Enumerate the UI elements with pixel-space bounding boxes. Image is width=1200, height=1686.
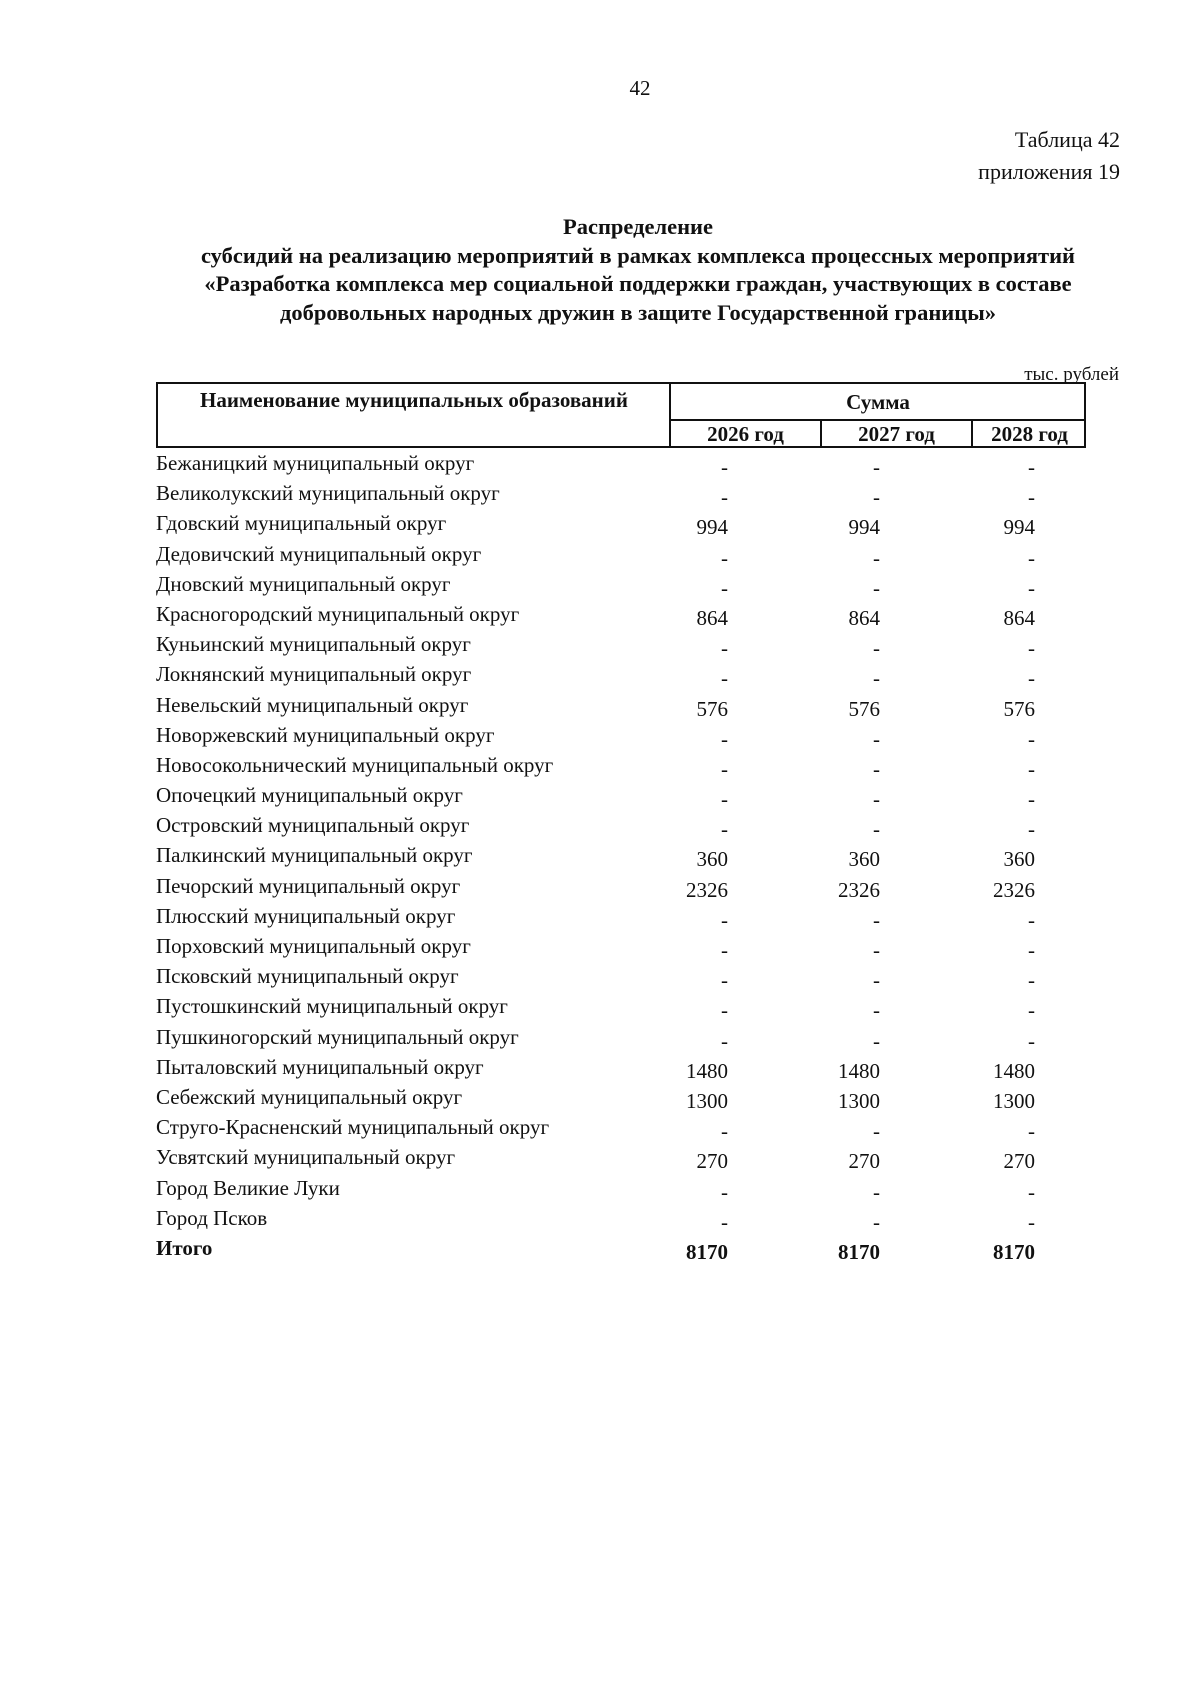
value-2027: - (873, 787, 880, 812)
value-2026: 8170 (686, 1239, 728, 1264)
value-2028: 360 (1003, 847, 1035, 872)
municipality-name: Плюсский муниципальный округ (156, 903, 456, 928)
value-2028: - (1028, 575, 1035, 600)
header-divider (670, 419, 1086, 421)
value-2027: - (873, 1179, 880, 1204)
value-2028: - (1028, 907, 1035, 932)
municipality-name: Новоржевский муниципальный округ (156, 722, 495, 747)
municipality-name: Невельский муниципальный округ (156, 692, 469, 717)
table-row (156, 479, 1116, 509)
table-row (156, 751, 1116, 781)
table-row (156, 600, 1116, 630)
municipality-name: Бежаницкий муниципальный округ (156, 451, 475, 475)
municipality-name: Гдовский муниципальный округ (156, 511, 447, 536)
value-2027: - (873, 575, 880, 600)
value-2027: - (873, 545, 880, 570)
table-row (156, 449, 1116, 479)
value-2028: - (1028, 817, 1035, 842)
value-2026: - (721, 636, 728, 661)
document-title (150, 213, 1126, 327)
value-2028: - (1028, 666, 1035, 691)
total-label: Итого (156, 1235, 213, 1260)
value-2026: 360 (696, 847, 728, 872)
header-year-2028: 2028 год (991, 422, 1068, 446)
municipality-name: Великолукский муниципальный округ (156, 481, 500, 506)
value-2026: - (721, 787, 728, 812)
value-2026: - (721, 938, 728, 962)
table-body (156, 449, 1116, 1264)
value-2027: 864 (848, 605, 880, 630)
table-row (156, 630, 1116, 660)
value-2026: - (721, 817, 728, 842)
value-2026: 576 (696, 696, 728, 721)
value-2026: 2326 (686, 877, 728, 902)
value-2028: 8170 (993, 1239, 1035, 1264)
title-line-2: субсидий на реализацию мероприятий в рамках комплекса процессных мероприятий (200, 242, 1076, 268)
value-2026: - (721, 1119, 728, 1144)
value-2028: - (1028, 938, 1035, 962)
table-row (156, 1204, 1116, 1234)
table-row (156, 872, 1116, 902)
value-2028: - (1028, 1119, 1035, 1144)
municipality-name: Палкинский муниципальный округ (156, 843, 473, 868)
title-line-3: «Разработка комплекса мер социальной поддержки граждан, участвующих в составе (204, 271, 1072, 296)
value-2027: - (873, 907, 880, 932)
table-total-row (156, 1234, 1116, 1264)
value-2027: - (873, 1028, 880, 1053)
table-reference-line-1: Таблица 42 (1014, 127, 1120, 152)
value-2028: - (1028, 636, 1035, 661)
header-name-column: Наименование муниципальных образований (200, 388, 628, 412)
value-2028: 576 (1003, 696, 1035, 721)
value-2028: 1480 (993, 1058, 1035, 1083)
table-row (156, 992, 1116, 1022)
value-2026: - (721, 726, 728, 751)
value-2026: - (721, 1179, 728, 1204)
value-2026: - (721, 575, 728, 600)
municipality-name: Локнянский муниципальный округ (156, 662, 472, 687)
value-2027: - (873, 968, 880, 993)
value-2028: - (1028, 1028, 1035, 1053)
value-2027: - (873, 455, 880, 479)
municipality-name: Дедовичский муниципальный округ (156, 541, 482, 566)
municipality-name: Город Псков (156, 1205, 268, 1230)
municipality-name: Новосокольнический муниципальный округ (156, 752, 554, 777)
municipality-name: Пыталовский муниципальный округ (156, 1054, 484, 1079)
municipality-name: Красногородский муниципальный округ (156, 601, 520, 626)
value-2028: - (1028, 756, 1035, 781)
value-2026: 864 (696, 605, 728, 630)
value-2026: - (721, 756, 728, 781)
table-row (156, 721, 1116, 751)
value-2028: - (1028, 545, 1035, 570)
municipality-name: Дновский муниципальный округ (156, 571, 451, 596)
value-2027: 270 (848, 1149, 880, 1174)
value-2028: - (1028, 455, 1035, 479)
value-2027: 1480 (838, 1058, 880, 1083)
value-2028: - (1028, 726, 1035, 751)
value-2027: - (873, 998, 880, 1023)
value-2028: 994 (1003, 515, 1035, 540)
table-reference (978, 124, 1120, 188)
value-2026: - (721, 485, 728, 510)
table-row (156, 1143, 1116, 1173)
value-2027: 994 (848, 515, 880, 540)
value-2027: 1300 (838, 1088, 880, 1113)
page-number: 42 (629, 76, 651, 100)
value-2026: - (721, 968, 728, 993)
value-2026: 994 (696, 515, 728, 540)
value-2028: - (1028, 485, 1035, 510)
value-2026: 1300 (686, 1088, 728, 1113)
table-row (156, 660, 1116, 690)
value-2028: - (1028, 1179, 1035, 1204)
municipality-name: Город Великие Луки (156, 1175, 340, 1200)
value-2027: - (873, 666, 880, 691)
value-2028: 1300 (993, 1088, 1035, 1113)
value-2027: 576 (848, 696, 880, 721)
table-row (156, 1083, 1116, 1113)
table-header (156, 382, 1086, 448)
value-2027: - (873, 1119, 880, 1144)
table-row (156, 1053, 1116, 1083)
value-2027: - (873, 1209, 880, 1234)
value-2028: 2326 (993, 877, 1035, 902)
value-2027: 8170 (838, 1239, 880, 1264)
table-row (156, 781, 1116, 811)
value-2028: - (1028, 998, 1035, 1023)
value-2026: - (721, 545, 728, 570)
value-2026: 270 (696, 1149, 728, 1174)
table-row (156, 570, 1116, 600)
value-2028: - (1028, 1209, 1035, 1234)
units-label: тыс. рублей (1024, 364, 1119, 385)
table-row (156, 540, 1116, 570)
value-2026: - (721, 1209, 728, 1234)
value-2026: - (721, 998, 728, 1023)
value-2026: - (721, 907, 728, 932)
value-2027: - (873, 817, 880, 842)
header-year-2026: 2026 год (707, 422, 784, 446)
table-row (156, 1023, 1116, 1053)
header-sum: Сумма (846, 390, 910, 414)
municipality-name: Островский муниципальный округ (156, 813, 470, 838)
value-2027: - (873, 726, 880, 751)
table-row (156, 811, 1116, 841)
municipality-name: Печорский муниципальный округ (156, 873, 461, 898)
value-2027: 360 (848, 847, 880, 872)
value-2026: - (721, 666, 728, 691)
title-line-4: добровольных народных дружин в защите Государственной границы» (279, 299, 997, 325)
value-2027: - (873, 756, 880, 781)
table-reference-line-2: приложения 19 (978, 159, 1120, 184)
municipality-name: Куньинский муниципальный округ (156, 632, 471, 657)
value-2027: - (873, 938, 880, 962)
table-row (156, 509, 1116, 539)
value-2028: 864 (1003, 605, 1035, 630)
table-row (156, 691, 1116, 721)
value-2027: 2326 (838, 877, 880, 902)
municipality-name: Усвятский муниципальный округ (156, 1145, 456, 1170)
municipality-name: Себежский муниципальный округ (156, 1084, 463, 1109)
table-row (156, 1174, 1116, 1204)
title-line-1: Распределение (562, 214, 714, 239)
municipality-name: Струго-Красненский муниципальный округ (156, 1115, 550, 1140)
header-year-2027: 2027 год (858, 422, 935, 446)
value-2026: - (721, 455, 728, 479)
table-row (156, 932, 1116, 962)
table-row (156, 902, 1116, 932)
municipality-name: Порховский муниципальный округ (156, 934, 471, 958)
municipality-name: Пустошкинский муниципальный округ (156, 994, 508, 1019)
value-2028: - (1028, 787, 1035, 812)
value-2027: - (873, 485, 880, 510)
municipality-name: Псковский муниципальный округ (156, 964, 459, 989)
value-2027: - (873, 636, 880, 661)
table-row (156, 1113, 1116, 1143)
value-2028: 270 (1003, 1149, 1035, 1174)
municipality-name: Опочецкий муниципальный округ (156, 783, 463, 808)
municipality-name: Пушкиногорский муниципальный округ (156, 1024, 519, 1049)
table-row (156, 962, 1116, 992)
value-2028: - (1028, 968, 1035, 993)
value-2026: - (721, 1028, 728, 1053)
value-2026: 1480 (686, 1058, 728, 1083)
table-row (156, 841, 1116, 871)
